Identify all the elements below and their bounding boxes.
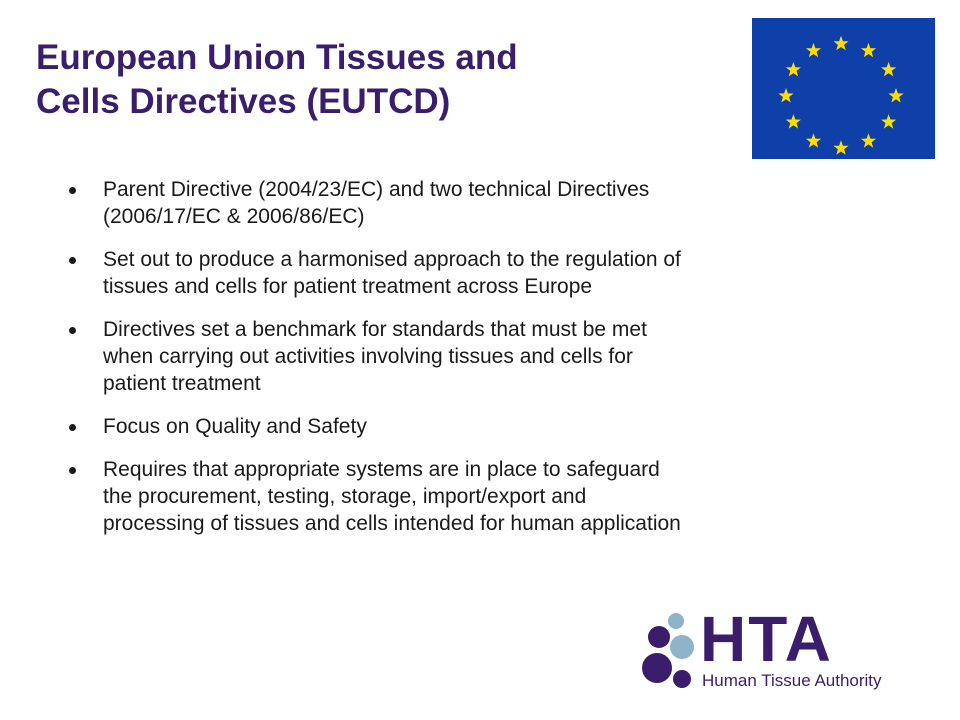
slide-title-line-1: European Union Tissues and bbox=[36, 38, 518, 77]
bullet-line: Directives set a benchmark for standards that must be met bbox=[103, 318, 647, 341]
bullet-dot-icon bbox=[69, 424, 76, 431]
hta-wordmark: HTA bbox=[700, 603, 833, 675]
bullet-line: (2006/17/EC & 2006/86/EC) bbox=[103, 205, 365, 228]
bullet-line: when carrying out activities involving tissues and cells for bbox=[103, 345, 633, 368]
bullet-dot-icon bbox=[69, 467, 76, 474]
bullet-item bbox=[66, 316, 856, 397]
bullet-item bbox=[66, 246, 856, 300]
bullet-list bbox=[66, 176, 856, 553]
bullet-dot-icon bbox=[69, 327, 76, 334]
bullet-line: Set out to produce a harmonised approach to the regulation of bbox=[103, 248, 681, 271]
bullet-line: processing of tissues and cells intended for human application bbox=[103, 512, 681, 535]
eu-flag-icon bbox=[752, 18, 935, 159]
bullet-line: Parent Directive (2004/23/EC) and two technical Directives bbox=[103, 178, 650, 201]
hta-subtitle: Human Tissue Authority bbox=[702, 671, 882, 690]
slide-title bbox=[36, 36, 696, 124]
bullet-line: Requires that appropriate systems are in place to safeguard bbox=[103, 458, 660, 481]
bullet-item bbox=[66, 176, 856, 230]
bullet-line: tissues and cells for patient treatment across Europe bbox=[103, 275, 593, 298]
hta-logo bbox=[640, 603, 910, 708]
slide-title-line-2: Cells Directives (EUTCD) bbox=[36, 82, 451, 121]
bullet-line: the procurement, testing, storage, import/export and bbox=[103, 485, 587, 508]
bullet-item bbox=[66, 413, 856, 440]
bullet-line: patient treatment bbox=[103, 372, 261, 395]
bullet-dot-icon bbox=[69, 187, 76, 194]
bullet-dot-icon bbox=[69, 257, 76, 264]
hta-dots-icon bbox=[640, 612, 698, 692]
bullet-item bbox=[66, 456, 856, 537]
bullet-line: Focus on Quality and Safety bbox=[103, 415, 367, 438]
